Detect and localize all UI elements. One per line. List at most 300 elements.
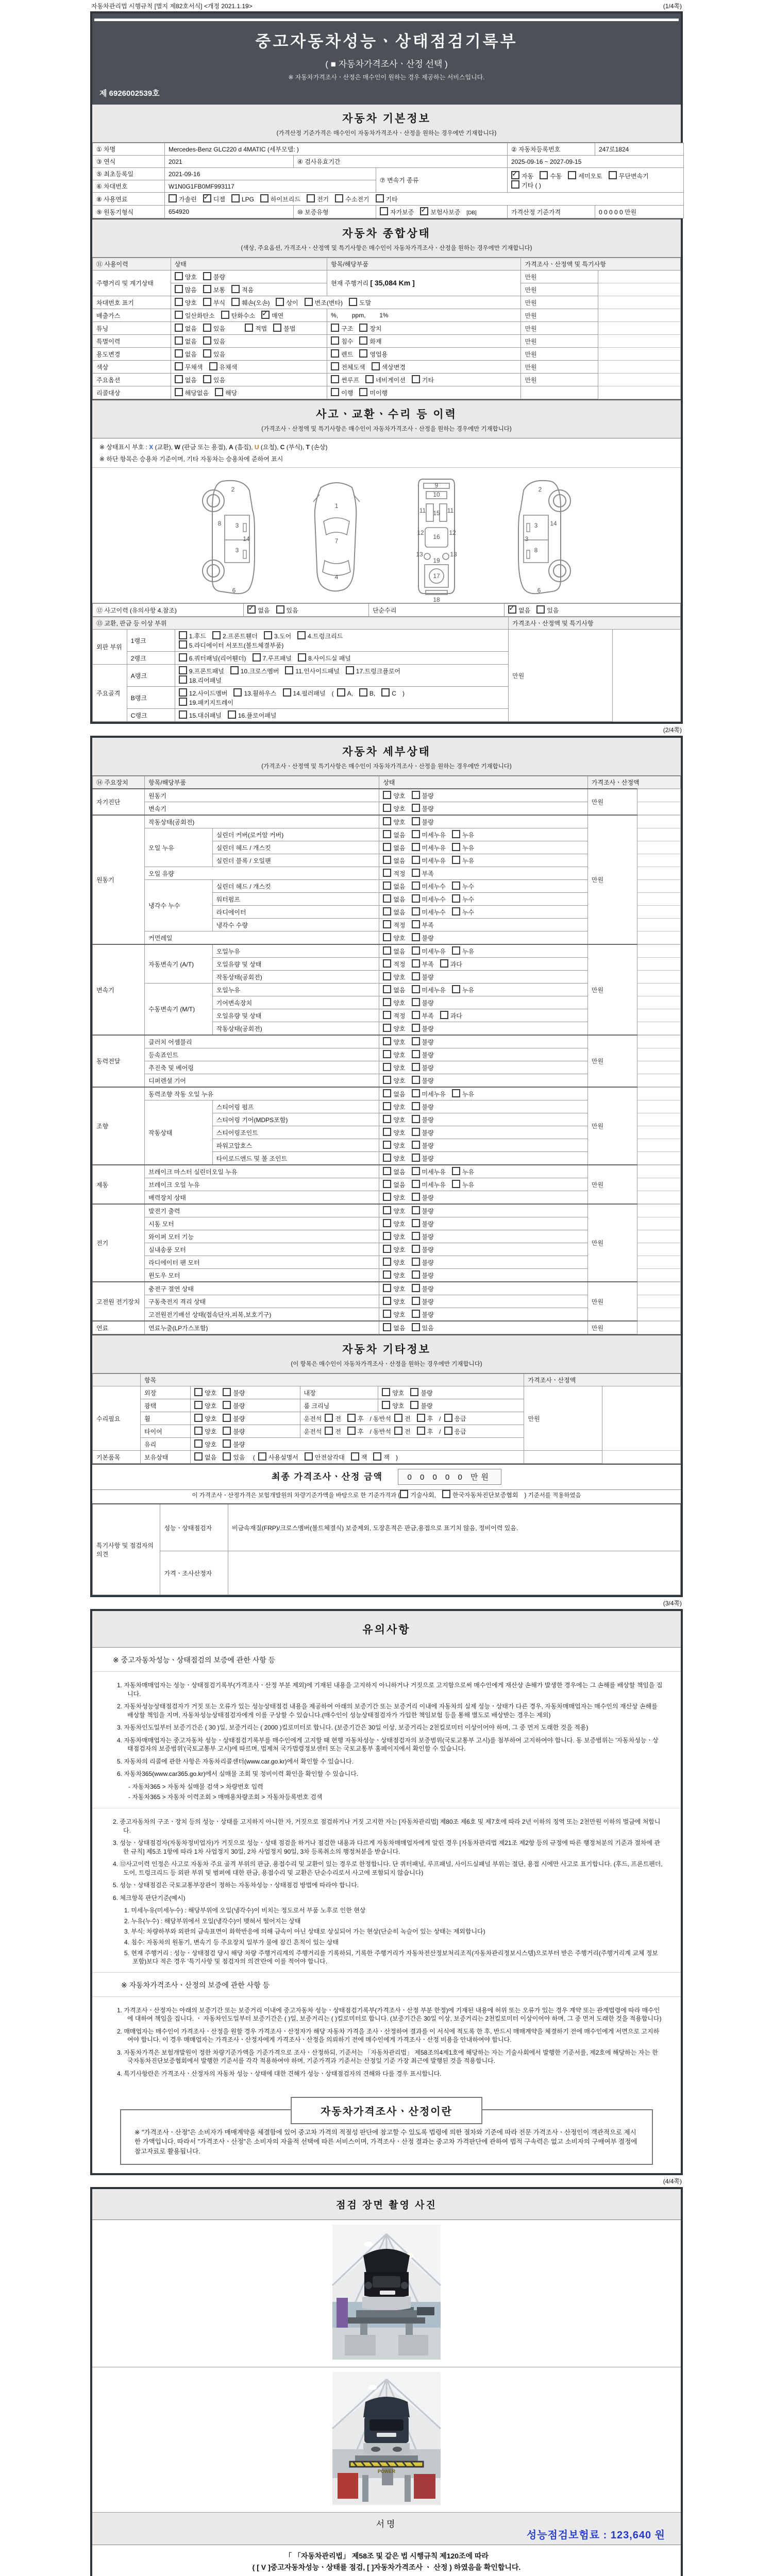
symbol-letter: X	[149, 444, 154, 451]
checkbox-icon[interactable]	[175, 362, 183, 370]
checkbox-icon[interactable]	[412, 907, 420, 916]
checkbox-icon[interactable]	[452, 856, 460, 864]
checkbox-option: 없음	[383, 856, 405, 865]
checkbox-option: 미세누유	[412, 830, 446, 839]
checkbox-icon[interactable]	[359, 349, 367, 358]
checkbox-icon[interactable]	[223, 1452, 231, 1461]
checkbox-icon[interactable]	[452, 1180, 460, 1188]
part-label: 오일누유	[212, 984, 379, 996]
checkbox-icon[interactable]	[253, 653, 261, 662]
checkbox-option: 장치	[359, 324, 381, 333]
checkbox-icon[interactable]	[194, 1388, 203, 1396]
checkbox-icon[interactable]	[394, 1427, 402, 1435]
checkbox-icon[interactable]	[209, 362, 217, 370]
checkbox-icon[interactable]	[444, 1414, 452, 1422]
checkbox-icon[interactable]	[383, 1050, 391, 1058]
checkbox-icon[interactable]	[349, 298, 357, 306]
checkbox-option: 후	[347, 1427, 364, 1436]
section-subtitle: (이 항목은 매수인이 자동차가격조사ㆍ산정을 원하는 경우에만 기재합니다)	[291, 1361, 482, 1367]
checkbox-icon[interactable]	[285, 666, 293, 674]
checkbox-icon[interactable]	[452, 1167, 460, 1175]
checkbox-option: 없음	[383, 1089, 405, 1098]
part-label: 파워고압호스	[212, 1139, 379, 1152]
rank1-options	[175, 630, 508, 652]
checkbox-icon[interactable]	[194, 1427, 203, 1435]
checkbox-icon[interactable]	[383, 1323, 391, 1331]
checkbox-icon[interactable]	[228, 710, 236, 719]
checkbox-icon[interactable]	[452, 985, 460, 993]
checkbox-icon[interactable]	[383, 830, 391, 838]
checkbox-icon[interactable]	[179, 653, 187, 662]
checkbox-icon[interactable]	[410, 1401, 418, 1409]
checkbox-icon[interactable]	[179, 631, 187, 639]
checkbox-icon[interactable]	[175, 336, 183, 345]
checkbox-icon[interactable]	[511, 171, 519, 179]
note-cell	[598, 335, 681, 348]
checkbox-icon[interactable]	[412, 1270, 420, 1279]
checkbox-icon[interactable]	[231, 194, 240, 202]
checkbox-icon[interactable]	[175, 349, 183, 358]
checkbox-icon[interactable]	[373, 1452, 381, 1461]
basic-info-table	[92, 143, 684, 218]
notice-item: 5. 자동차의 리콜에 관한 사항은 자동차리콜센터(www.car.go.kr)에서 확인할 수 있습니다.	[117, 1757, 354, 1765]
rankB-options	[175, 687, 508, 709]
checkbox-icon[interactable]	[380, 207, 388, 215]
checkbox-icon[interactable]	[400, 1490, 408, 1498]
checkbox-icon[interactable]	[412, 1024, 420, 1032]
checkbox-icon[interactable]	[305, 298, 313, 306]
checkbox-icon[interactable]	[331, 388, 339, 396]
note-cell	[637, 1061, 680, 1074]
color-kind-options	[327, 361, 521, 374]
checkbox-icon[interactable]	[247, 605, 256, 614]
checkbox-icon[interactable]	[412, 1076, 420, 1084]
checkbox-icon[interactable]	[412, 1141, 420, 1149]
checkbox-option: 한국자동차진단보증협회	[442, 1490, 518, 1499]
checkbox-icon[interactable]	[452, 894, 460, 903]
signature-title: 서명	[376, 2519, 397, 2529]
checkbox-icon[interactable]	[305, 1452, 313, 1461]
checkbox-icon[interactable]	[297, 631, 306, 639]
exterior-options	[191, 1386, 300, 1399]
checkbox-icon[interactable]	[412, 1102, 420, 1110]
part-label: 작동상태(공회전)	[145, 815, 379, 828]
checkbox-icon[interactable]	[412, 1037, 420, 1045]
checkbox-icon[interactable]	[383, 959, 391, 968]
checkbox-icon[interactable]	[381, 688, 390, 697]
note-cell	[637, 1100, 680, 1113]
checkbox-icon[interactable]	[230, 666, 239, 674]
checkbox-option: 17.트렁크플로어	[346, 666, 400, 675]
checkbox-icon[interactable]	[331, 324, 339, 332]
checkbox-icon[interactable]	[383, 1219, 391, 1227]
checkbox-option: 미세누수	[412, 894, 446, 904]
part-label: 시동 모터	[145, 1217, 379, 1230]
checkbox-option: 썬루프	[331, 375, 359, 384]
checkbox-icon[interactable]	[307, 194, 315, 202]
rank2-label: 2랭크	[127, 652, 175, 665]
checkbox-icon[interactable]	[412, 1323, 420, 1331]
checkbox-icon[interactable]	[383, 1258, 391, 1266]
checkbox-icon[interactable]	[412, 843, 420, 851]
checkbox-icon[interactable]	[179, 688, 187, 697]
checkbox-icon[interactable]	[412, 946, 420, 955]
diagram-part-number: 12	[417, 529, 424, 536]
checkbox-icon[interactable]	[203, 336, 211, 345]
diagram-part-number: 12	[449, 529, 456, 536]
checkbox-icon[interactable]	[194, 1401, 203, 1409]
checkbox-option: 많음	[175, 285, 197, 294]
note-cell	[637, 1009, 680, 1022]
checkbox-icon[interactable]	[331, 375, 339, 383]
checkbox-icon[interactable]	[376, 194, 384, 202]
checkbox-icon[interactable]	[383, 920, 391, 928]
section-title: 자동차 기타정보	[342, 1344, 431, 1355]
checkbox-icon[interactable]	[194, 1452, 203, 1461]
checkbox-icon[interactable]	[203, 375, 211, 383]
transmission-label: ⑦ 변속기 종류	[376, 168, 508, 193]
checkbox-icon[interactable]	[346, 666, 354, 674]
page-mark-4: (4/4쪽)	[663, 2177, 682, 2185]
checkbox-icon[interactable]	[347, 1414, 356, 1422]
checkbox-icon[interactable]	[359, 388, 367, 396]
section-subtitle: (가격산정 기준가격은 매수인이 자동차가격조사ㆍ산정을 원하는 경우에만 기재합니다)	[276, 130, 497, 137]
checkbox-icon[interactable]	[175, 324, 183, 332]
checkbox-icon[interactable]	[383, 843, 391, 851]
checkbox-icon[interactable]	[383, 985, 391, 993]
checkbox-icon[interactable]	[412, 1258, 420, 1266]
checkbox-icon[interactable]	[273, 324, 281, 332]
checkbox-icon[interactable]	[383, 946, 391, 955]
checkbox-icon[interactable]	[452, 830, 460, 838]
diagram-part-number: 13	[416, 551, 423, 558]
price-cell: 만원	[521, 309, 598, 322]
checkbox-option: 12.사이드멤버	[179, 688, 228, 698]
checkbox-option: 양호	[383, 1128, 405, 1137]
checkbox-option: 미세누유	[412, 843, 446, 852]
checkbox-icon[interactable]	[203, 298, 211, 306]
checkbox-icon[interactable]	[372, 362, 380, 370]
checkbox-icon[interactable]	[331, 336, 339, 345]
checkbox-icon[interactable]	[175, 298, 183, 306]
checkbox-icon[interactable]	[383, 1037, 391, 1045]
checkbox-icon[interactable]	[215, 388, 223, 396]
checkbox-icon[interactable]	[383, 1076, 391, 1084]
checkbox-icon[interactable]	[412, 1011, 420, 1019]
checkbox-icon[interactable]	[412, 882, 420, 890]
checkbox-icon[interactable]	[420, 207, 428, 215]
checkbox-icon[interactable]	[337, 688, 345, 697]
checkbox-icon[interactable]	[412, 830, 420, 838]
checkbox-icon[interactable]	[359, 688, 367, 697]
wheel-label: 휠	[141, 1412, 191, 1425]
checkbox-icon[interactable]	[609, 171, 617, 179]
col-item: 항목	[141, 1374, 524, 1386]
checkbox-icon[interactable]	[440, 959, 448, 968]
checkbox-option: 수소전기	[335, 194, 369, 204]
checkbox-icon[interactable]	[540, 171, 548, 179]
checkbox-icon[interactable]	[383, 1141, 391, 1149]
checkbox-icon[interactable]	[412, 1245, 420, 1253]
checkbox-icon[interactable]	[442, 1490, 450, 1498]
checkbox-icon[interactable]	[245, 324, 253, 332]
checkbox-option: 적정	[383, 869, 405, 878]
checkbox-icon[interactable]	[260, 194, 268, 202]
checkbox-icon[interactable]	[223, 1401, 231, 1409]
checkbox-icon[interactable]	[203, 194, 211, 202]
checkbox-icon[interactable]	[179, 666, 187, 674]
part-label: 추진축 및 베어링	[145, 1061, 379, 1074]
notice-item: 3. 자동차가격은 보험개발원이 정한 차량기준가액을 기준가격으로 조사ㆍ산정하되, 기준서는 「자동차관리법」 제58조의4제1호에 해당하는 자는 기술사회에서 발행한 기준서를, 제2호에 해당하는 자는 한국자동차진단보증협회에서 발행한 기준서를 각각 적용하여야 하며, 기준가격과 기준서는 산정일 기준 가장 최근에 발행된 것을 적용합니다.	[117, 2048, 658, 2065]
note-cell	[602, 1451, 681, 1464]
checkbox-option: 미세누유	[412, 1089, 446, 1098]
checkbox-icon[interactable]	[383, 1270, 391, 1279]
checkbox-icon[interactable]	[383, 817, 391, 825]
checkbox-icon[interactable]	[383, 856, 391, 864]
checkbox-icon[interactable]	[417, 1414, 425, 1422]
checkbox-icon[interactable]	[335, 194, 343, 202]
carname-label: ① 차명	[93, 143, 165, 156]
opinion-table	[92, 1503, 681, 1595]
checkbox-icon[interactable]	[412, 1206, 420, 1214]
checkbox-icon[interactable]	[258, 1452, 266, 1461]
checkbox-icon[interactable]	[383, 1089, 391, 1097]
checkbox-icon[interactable]	[203, 324, 211, 332]
checkbox-icon[interactable]	[383, 894, 391, 903]
symbol-letter: T	[306, 444, 310, 451]
checkbox-icon[interactable]	[175, 375, 183, 383]
section-etc-info	[92, 1334, 681, 1374]
checkbox-icon[interactable]	[365, 375, 374, 383]
checkbox-icon[interactable]	[359, 336, 367, 345]
checkbox-icon[interactable]	[383, 1024, 391, 1032]
checkbox-icon[interactable]	[203, 349, 211, 358]
checkbox-icon[interactable]	[383, 1232, 391, 1240]
checkbox-icon[interactable]	[412, 933, 420, 941]
checkbox-icon[interactable]	[212, 631, 221, 639]
checkbox-icon[interactable]	[233, 688, 242, 697]
document-title: 중고자동차성능ㆍ상태점검기록부	[255, 32, 518, 50]
checkbox-icon[interactable]	[412, 998, 420, 1006]
note-cell	[637, 1191, 680, 1205]
checkbox-icon[interactable]	[452, 1089, 460, 1097]
mileage-part-prefix: 현재 주행거리	[331, 280, 369, 287]
checkbox-icon[interactable]	[382, 1401, 390, 1409]
checkbox-icon[interactable]	[383, 907, 391, 916]
checkbox-icon[interactable]	[169, 194, 177, 202]
checkbox-icon[interactable]	[383, 998, 391, 1006]
checkbox-icon[interactable]	[325, 1414, 333, 1422]
checkbox-icon[interactable]	[383, 791, 391, 799]
tuning-options	[171, 322, 327, 335]
checkbox-icon[interactable]	[325, 1427, 333, 1435]
checkbox-icon[interactable]	[452, 843, 460, 851]
checkbox-icon[interactable]	[223, 1414, 231, 1422]
checkbox-icon[interactable]	[383, 1245, 391, 1253]
checkbox-icon[interactable]	[412, 1219, 420, 1227]
checkbox-icon[interactable]	[412, 894, 420, 903]
checkbox-icon[interactable]	[175, 285, 183, 293]
checkbox-icon[interactable]	[536, 605, 545, 614]
warranty-options	[376, 206, 508, 218]
notice-item: 1. 가격조사ㆍ산정자는 아래의 보증기간 또는 보증거리 이내에 중고자동차 성능ㆍ상태점검기록부(가격조사ㆍ산정 부분 한정)에 기재된 내용에 허위 또는 오류가 있는 경우 계약 또는 관계법령에 따라 매수인에 대하여 책임을 집니다. ㆍ 자동차인도일부터 보증기간은 ( )일, 보증거리는 ( )킬로미터로 합니다. (보증기간은 30일 이상, 보증거리는 2천킬로미터 이상이어야 하며, 그 중 먼저 도래한 것을 적용합니다)	[117, 2006, 662, 2023]
checkbox-icon[interactable]	[175, 311, 183, 319]
checkbox-icon[interactable]	[298, 653, 306, 662]
checkbox-icon[interactable]	[383, 1128, 391, 1136]
checkbox-icon[interactable]	[223, 1427, 231, 1435]
checkbox-icon[interactable]	[383, 1011, 391, 1019]
checkbox-icon[interactable]	[452, 907, 460, 916]
diagram-part-number: 4	[334, 573, 339, 581]
notice-item: 2. 매매업자는 매수인이 가격조사ㆍ산정을 원할 경우 가격조사ㆍ산정자가 해당 자동차 가격을 조사ㆍ산정하여 결과를 이 서식에 적도록 한 후, 반드시 매매계약을 체결하기 전에 매수인에게 서면으로 고지하여야 합니다. 이 경우 매매업자는 가격조사ㆍ산정자에게 가격조사ㆍ산정을 의뢰하기 전에 매수인에게 가격조사ㆍ산정 비용을 안내하여야 합니다.	[117, 2027, 660, 2044]
checkbox-icon[interactable]	[231, 285, 240, 293]
checkbox-icon[interactable]	[179, 640, 187, 649]
checkbox-option: 양호	[194, 1388, 216, 1397]
mileage-label: 주행거리 및 계기상태	[93, 270, 171, 296]
checkbox-icon[interactable]	[383, 1063, 391, 1071]
checkbox-icon[interactable]	[412, 1128, 420, 1136]
checkbox-icon[interactable]	[359, 324, 367, 332]
checkbox-icon[interactable]	[383, 972, 391, 980]
checkbox-icon[interactable]	[412, 1193, 420, 1201]
engine-value: 654920	[165, 206, 294, 218]
checkbox-icon[interactable]	[412, 817, 420, 825]
checkbox-icon[interactable]	[452, 882, 460, 890]
page-mark-2: (2/4쪽)	[663, 726, 682, 734]
checkbox-icon[interactable]	[440, 1011, 448, 1019]
checkbox-icon[interactable]	[412, 869, 420, 877]
checkbox-icon[interactable]	[331, 349, 339, 358]
final-price-label: 최종 가격조사ㆍ산정 금액	[271, 1472, 383, 1482]
state-options	[379, 1191, 588, 1205]
checkbox-icon[interactable]	[412, 804, 420, 812]
checkbox-icon[interactable]	[412, 1232, 420, 1240]
checkbox-icon[interactable]	[175, 388, 183, 396]
checkbox-icon[interactable]	[175, 272, 183, 280]
checkbox-icon[interactable]	[412, 791, 420, 799]
vin-mark-options	[171, 296, 521, 309]
checkbox-icon[interactable]	[383, 1310, 391, 1318]
checkbox-icon[interactable]	[383, 869, 391, 877]
checkbox-icon[interactable]	[383, 1115, 391, 1123]
checkbox-icon[interactable]	[347, 1427, 356, 1435]
checkbox-icon[interactable]	[276, 605, 284, 614]
note-cell	[637, 1204, 680, 1217]
note-cell	[637, 906, 680, 919]
checkbox-icon[interactable]	[511, 180, 519, 189]
state-options	[379, 1009, 588, 1022]
checkbox-option: 14.필러패널	[283, 688, 326, 698]
checkbox-icon[interactable]	[412, 856, 420, 864]
checkbox-icon[interactable]	[412, 1115, 420, 1123]
checkbox-icon[interactable]	[383, 1102, 391, 1110]
checkbox-icon[interactable]	[382, 1388, 390, 1396]
checkbox-icon[interactable]	[179, 698, 187, 706]
checkbox-icon[interactable]	[351, 1452, 359, 1461]
checkbox-option: 양호	[383, 1258, 405, 1267]
checkbox-icon[interactable]	[283, 688, 291, 697]
checkbox-icon[interactable]	[194, 1439, 203, 1448]
checkbox-icon[interactable]	[444, 1427, 452, 1435]
checkbox-icon[interactable]	[221, 311, 229, 319]
checkbox-icon[interactable]	[223, 1439, 231, 1448]
checkbox-icon[interactable]	[383, 1284, 391, 1292]
checkbox-icon[interactable]	[412, 1063, 420, 1071]
part-label: 실린더 커버(로커암 커버)	[212, 828, 379, 841]
checkbox-icon[interactable]	[264, 631, 272, 639]
checkbox-icon[interactable]	[203, 285, 211, 293]
checkbox-icon[interactable]	[412, 1167, 420, 1175]
checkbox-icon[interactable]	[412, 1284, 420, 1292]
state-options	[379, 867, 588, 880]
part-label: 오일 유량	[145, 867, 379, 880]
checkbox-icon[interactable]	[194, 1414, 203, 1422]
checkbox-icon[interactable]	[383, 933, 391, 941]
checkbox-icon[interactable]	[179, 710, 187, 719]
checkbox-icon[interactable]	[412, 972, 420, 980]
checkbox-icon[interactable]	[417, 1427, 425, 1435]
diagram-part-number: 14	[550, 520, 557, 527]
checkbox-option: 미세누유	[412, 856, 446, 865]
checkbox-icon[interactable]	[412, 1297, 420, 1305]
inspection-photo-rear	[332, 2372, 441, 2505]
checkbox-icon[interactable]	[568, 171, 576, 179]
checkbox-icon[interactable]	[261, 311, 270, 319]
checkbox-icon[interactable]	[412, 959, 420, 968]
checkbox-icon[interactable]	[383, 1193, 391, 1201]
col-price: 가격조사ㆍ산정액	[524, 1374, 681, 1386]
part-label: 오일유량 및 상태	[212, 1009, 379, 1022]
checkbox-option: 양호	[383, 791, 405, 800]
checkbox-icon[interactable]	[394, 1414, 402, 1422]
service-note: ※ 자동차가격조사ㆍ산정은 매수인이 원하는 경우 제공하는 서비스입니다.	[288, 74, 485, 81]
checkbox-icon[interactable]	[412, 920, 420, 928]
diagram-part-number: 3	[235, 522, 239, 529]
checkbox-icon[interactable]	[410, 1388, 418, 1396]
checkbox-icon[interactable]	[412, 1050, 420, 1058]
checkbox-icon[interactable]	[383, 1297, 391, 1305]
checkbox-icon[interactable]	[412, 1180, 420, 1188]
checkbox-icon[interactable]	[412, 1310, 420, 1318]
checkbox-icon[interactable]	[383, 1154, 391, 1162]
checkbox-icon[interactable]	[231, 298, 240, 306]
checkbox-icon[interactable]	[383, 804, 391, 812]
checkbox-icon[interactable]	[412, 1089, 420, 1097]
checkbox-icon[interactable]	[508, 605, 516, 614]
state-options	[379, 1308, 588, 1321]
usage-change-options	[171, 348, 327, 361]
checkbox-icon[interactable]	[383, 1180, 391, 1188]
checkbox-icon[interactable]	[203, 272, 211, 280]
checkbox-icon[interactable]	[412, 985, 420, 993]
checkbox-icon[interactable]	[383, 1206, 391, 1214]
note-cell	[637, 1165, 680, 1178]
checkbox-icon[interactable]	[412, 375, 420, 383]
rankB-label: B랭크	[127, 687, 175, 709]
checkbox-icon[interactable]	[331, 362, 339, 370]
checkbox-icon[interactable]	[179, 675, 187, 684]
checkbox-icon[interactable]	[412, 1154, 420, 1162]
checkbox-option: 화재	[359, 336, 381, 346]
checkbox-icon[interactable]	[383, 882, 391, 890]
price-cell	[524, 1451, 602, 1464]
checkbox-option: 누유	[452, 1167, 474, 1176]
checkbox-icon[interactable]	[223, 1388, 231, 1396]
checkbox-icon[interactable]	[383, 1167, 391, 1175]
checkbox-icon[interactable]	[276, 298, 284, 306]
state-options	[379, 802, 588, 816]
checkbox-icon[interactable]	[452, 946, 460, 955]
